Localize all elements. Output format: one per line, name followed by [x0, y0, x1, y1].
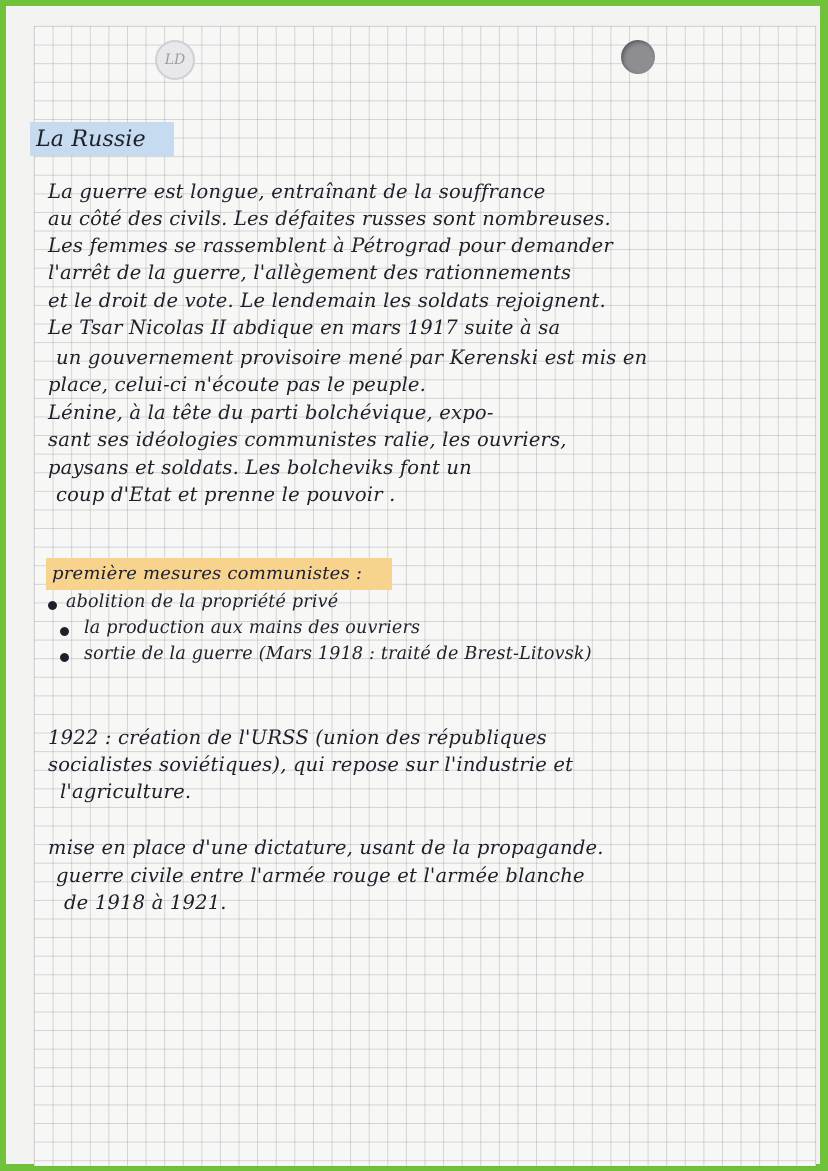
bullet-dot [48, 601, 57, 610]
logo-stamp [155, 40, 195, 80]
paragraph-line: de 1918 à 1921. [64, 891, 227, 914]
section-subtitle: première mesures communistes : [52, 563, 363, 584]
paragraph-line: place, celui-ci n'écoute pas le peuple. [48, 373, 427, 396]
paragraph-line: l'agriculture. [60, 780, 192, 803]
paragraph-line: mise en place d'une dictature, usant de la propagande. [48, 836, 604, 859]
paragraph-line: et le droit de vote. Le lendemain les soldats rejoignent. [48, 289, 606, 312]
list-item: la production aux mains des ouvriers [84, 618, 421, 638]
punch-hole [621, 40, 655, 74]
paragraph-line: l'arrêt de la guerre, l'allègement des rationnements [48, 261, 572, 284]
list-item: abolition de la propriété privé [66, 592, 339, 612]
paragraph-line: Lénine, à la tête du parti bolchévique, expo- [48, 401, 494, 424]
paragraph-line: La guerre est longue, entraînant de la souffrance [48, 180, 546, 203]
paragraph-line: paysans et soldats. Les bolcheviks font un [48, 456, 472, 479]
bullet-dot [60, 653, 69, 662]
paragraph-line: Les femmes se rassemblent à Pétrograd pour demander [48, 234, 613, 257]
paragraph-line: un gouvernement provisoire mené par Kerenski est mis en [56, 346, 648, 369]
bullet-dot [60, 627, 69, 636]
paragraph-line: guerre civile entre l'armée rouge et l'armée blanche [56, 864, 585, 887]
paragraph-line: socialistes soviétiques), qui repose sur l'industrie et [48, 753, 574, 776]
list-item: sortie de la guerre (Mars 1918 : traité de Brest-Litovsk) [84, 644, 592, 664]
paragraph-line: coup d'Etat et prenne le pouvoir . [56, 483, 396, 506]
logo-text: LD [164, 52, 186, 68]
paragraph-line: sant ses idéologies communistes ralie, les ouvriers, [48, 428, 567, 451]
page-title: La Russie [36, 127, 146, 152]
paragraph-line: Le Tsar Nicolas II abdique en mars 1917 suite à sa [48, 316, 561, 339]
paragraph-line: au côté des civils. Les défaites russes sont nombreuses. [48, 207, 611, 230]
paragraph-line: 1922 : création de l'URSS (union des républiques [48, 726, 547, 749]
